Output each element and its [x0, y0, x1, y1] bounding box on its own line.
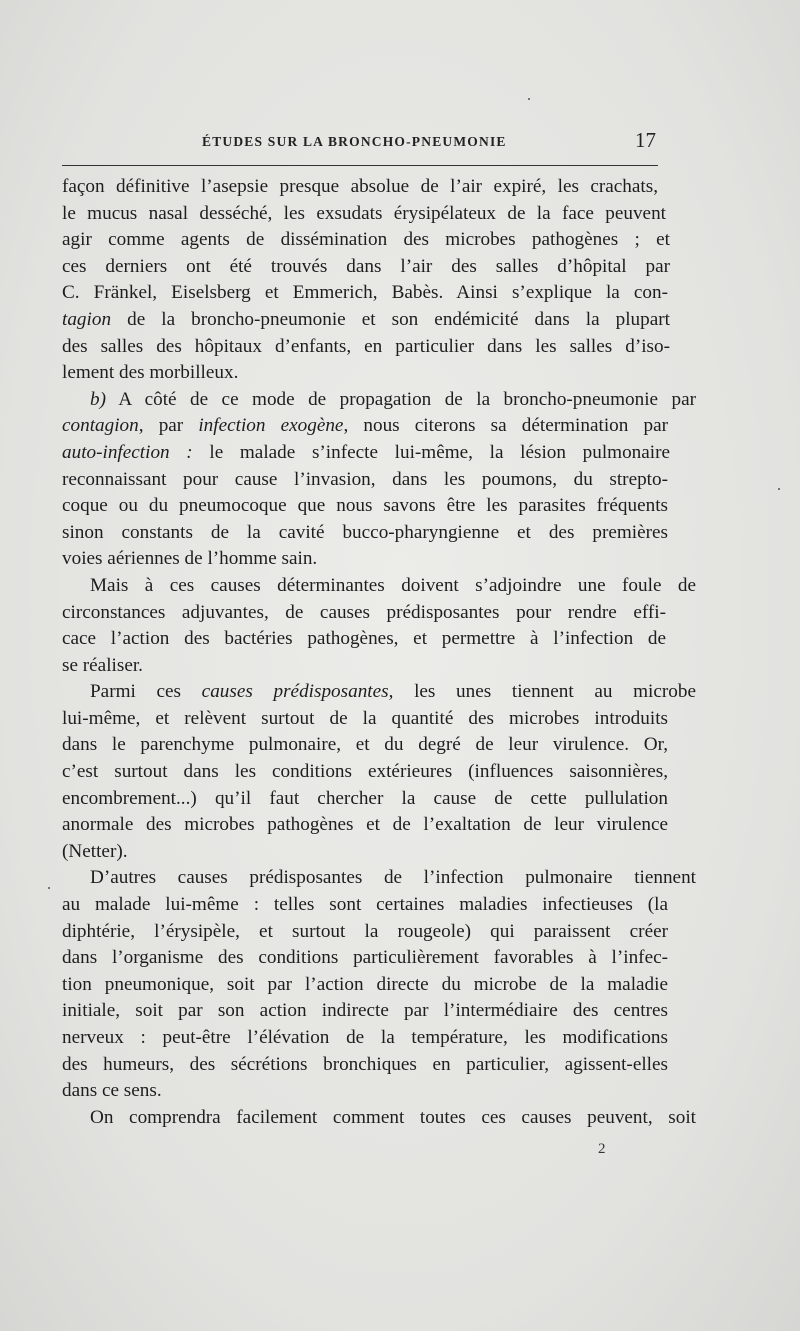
- text-line: Mais à ces causes déterminantes doivent s’adjoindre une foule de: [90, 574, 696, 596]
- body-text: [62, 174, 696, 1131]
- text-line: C. Fränkel, Eiselsberg et Emmerich, Babès. Ainsi s’explique la con-: [62, 282, 668, 304]
- text-line: [62, 440, 670, 467]
- paper-speck: [528, 98, 530, 100]
- text-fragment: , nous citerons sa détermination par: [343, 415, 668, 437]
- italic-tagion: tagion: [62, 308, 112, 330]
- text-fragment: , les unes tiennent au microbe: [388, 681, 696, 703]
- page-number: 17: [635, 128, 656, 152]
- text-line: agir comme agents de dissémination des microbes pathogènes ; et: [62, 229, 670, 251]
- text-line: façon définitive l’asepsie presque absolue de l’air expiré, les crachats,: [62, 176, 658, 197]
- text-line: [62, 679, 696, 706]
- text-line: lui-même, et relèvent surtout de la quantité des microbes introduits: [62, 707, 668, 729]
- running-title: ÉTUDES SUR LA BRONCHO-PNEUMONIE: [202, 134, 507, 149]
- text-line: tion pneumonique, soit par l’action directe du microbe de la maladie: [62, 973, 668, 995]
- text-line: des salles des hôpitaux d’enfants, en particulier dans les salles d’iso-: [62, 335, 670, 357]
- italic-infection-exogene: infection exogène: [198, 415, 344, 437]
- text-line: le mucus nasal desséché, les exsudats érysipélateux de la face peuvent: [62, 202, 666, 224]
- text-line: On comprendra facilement comment toutes ces causes peuvent, soit: [90, 1106, 696, 1128]
- text-line: coque ou du pneumocoque que nous savons être les parasites fréquents: [62, 495, 668, 517]
- text-line: dans l’organisme des conditions particulièrement favorables à l’infec-: [62, 947, 668, 969]
- text-line: reconnaissant pour cause l’invasion, dans les poumons, du strepto-: [62, 468, 668, 490]
- text-line: dans le parenchyme pulmonaire, et du degré de leur virulence. Or,: [62, 734, 668, 756]
- text-line: D’autres causes prédisposantes de l’infection pulmonaire tiennent: [90, 867, 696, 889]
- italic-causes-predisposantes: causes prédisposantes: [201, 681, 389, 703]
- text-line: [62, 413, 668, 440]
- text-line: dans ce sens.: [62, 1080, 162, 1102]
- text-line: sinon constants de la cavité bucco-pharyngienne et des premières: [62, 521, 668, 543]
- text-line: diphtérie, l’érysipèle, et surtout la rougeole) qui paraissent créer: [62, 920, 668, 942]
- italic-b-marker: b): [90, 388, 106, 410]
- text-line: circonstances adjuvantes, de causes prédisposantes pour rendre effi-: [62, 601, 666, 623]
- text-line: encombrement...) qu’il faut chercher la cause de cette pullulation: [62, 787, 668, 809]
- text-line: cace l’action des bactéries pathogènes, et permettre à l’infection de: [62, 628, 666, 650]
- paper-speck: [778, 488, 780, 490]
- text-line: nerveux : peut-être l’élévation de la température, les modifications: [62, 1027, 668, 1048]
- text-line: initiale, soit par son action indirecte par l’intermédiaire des centres: [62, 1000, 668, 1022]
- text-line: se réaliser.: [62, 654, 143, 676]
- italic-auto-infection: auto-infection :: [62, 441, 193, 463]
- text-line: des humeurs, des sécrétions bronchiques en particulier, agissent-elles: [62, 1053, 668, 1075]
- text-fragment: , par: [138, 415, 184, 437]
- text-line: ces derniers ont été trouvés dans l’air des salles d’hôpital par: [62, 255, 670, 277]
- signature-mark: 2: [598, 1141, 606, 1157]
- text-line: [62, 307, 670, 334]
- paper-speck: [48, 887, 50, 889]
- text-fragment: A côté de ce mode de propagation de la broncho-pneumonie par: [118, 388, 696, 410]
- page-header: [62, 128, 658, 158]
- text-line: c’est surtout dans les conditions extérieures (influences saisonnières,: [62, 761, 668, 783]
- text-line: au malade lui-même : telles sont certaines maladies infectieuses (la: [62, 894, 668, 916]
- text-fragment: le malade s’infecte lui-même, la lésion pulmonaire: [209, 441, 670, 463]
- text-fragment: Parmi ces: [90, 681, 181, 703]
- text-line: voies aériennes de l’homme sain.: [62, 548, 318, 570]
- text-line: (Netter).: [62, 840, 128, 862]
- text-fragment: de la broncho-pneumonie et son endémicité dans la plupart: [127, 308, 670, 330]
- italic-contagion: contagion: [62, 415, 139, 437]
- text-line: lement des morbilleux.: [62, 362, 239, 384]
- text-line: [62, 387, 696, 414]
- text-line: anormale des microbes pathogènes et de l’exaltation de leur virulence: [62, 814, 668, 836]
- header-rule: [62, 165, 658, 166]
